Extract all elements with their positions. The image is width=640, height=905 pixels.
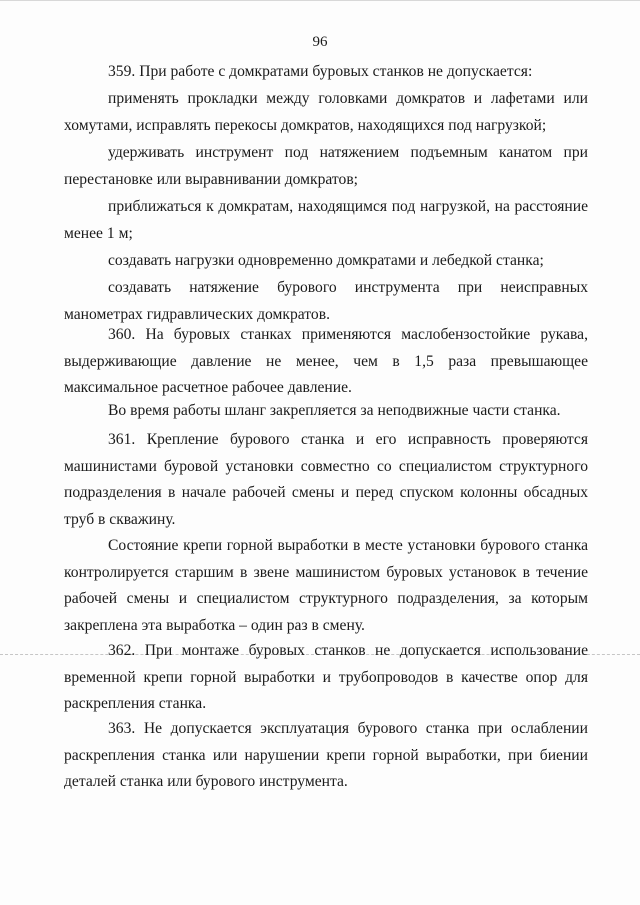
- paragraph-359-intro: 359. При работе с домкратами буровых станков не допускается:: [108, 63, 533, 80]
- page-number: 96: [312, 34, 328, 50]
- paragraph-360-hose: Во время работы шланг закрепляется за неподвижные части станка.: [108, 402, 561, 419]
- paragraph-359-item-2: удерживать инструмент под натяжением подъемным канатом при перестановке или выравнивании домкратов;: [64, 144, 588, 188]
- paragraph-359-item-3: приближаться к домкратам, находящимся под нагрузкой, на расстояние менее 1 м;: [64, 198, 588, 242]
- paragraph-360: 360. На буровых станках применяются маслобензостойкие рукава, выдерживающие давление не менее, чем в 1,5 раза превышающее максимальное расчетное рабочее давление.: [64, 326, 588, 396]
- paragraph-361: 361. Крепление бурового станка и его исправность проверяются машинистами буровой установки совместно со специалистом структурного подразделения в начале рабочей смены и перед спуском колонны обсадных труб в скважину.: [64, 431, 588, 528]
- paragraph-361-support: Состояние крепи горной выработки в месте установки бурового станка контролируется старшим в звене машинистом буровых установок в течение рабочей смены и специалистом структурного подразделения, за которым закреплена эта выработка – один раз в смену.: [64, 537, 588, 634]
- paragraph-359-item-4: создавать нагрузки одновременно домкратами и лебедкой станка;: [108, 252, 544, 269]
- paragraph-363: 363. Не допускается эксплуатация бурового станка при ослаблении раскрепления станка или нарушении крепи горной выработки, при биении деталей станка или бурового инструмента.: [64, 720, 588, 790]
- paragraph-359-item-5: создавать натяжение бурового инструмента при неисправных манометрах гидравлических домкратов.: [64, 279, 588, 323]
- paragraph-362: 362. При монтаже буровых станков не допускается использование временной крепи горной выработки и трубопроводов в качестве опор для раскрепления станка.: [64, 642, 588, 712]
- paragraph-359-item-1: применять прокладки между головками домкратов и лафетами или хомутами, исправлять перекосы домкратов, находящихся под нагрузкой;: [64, 90, 588, 134]
- top-edge-line: [0, 0, 640, 1]
